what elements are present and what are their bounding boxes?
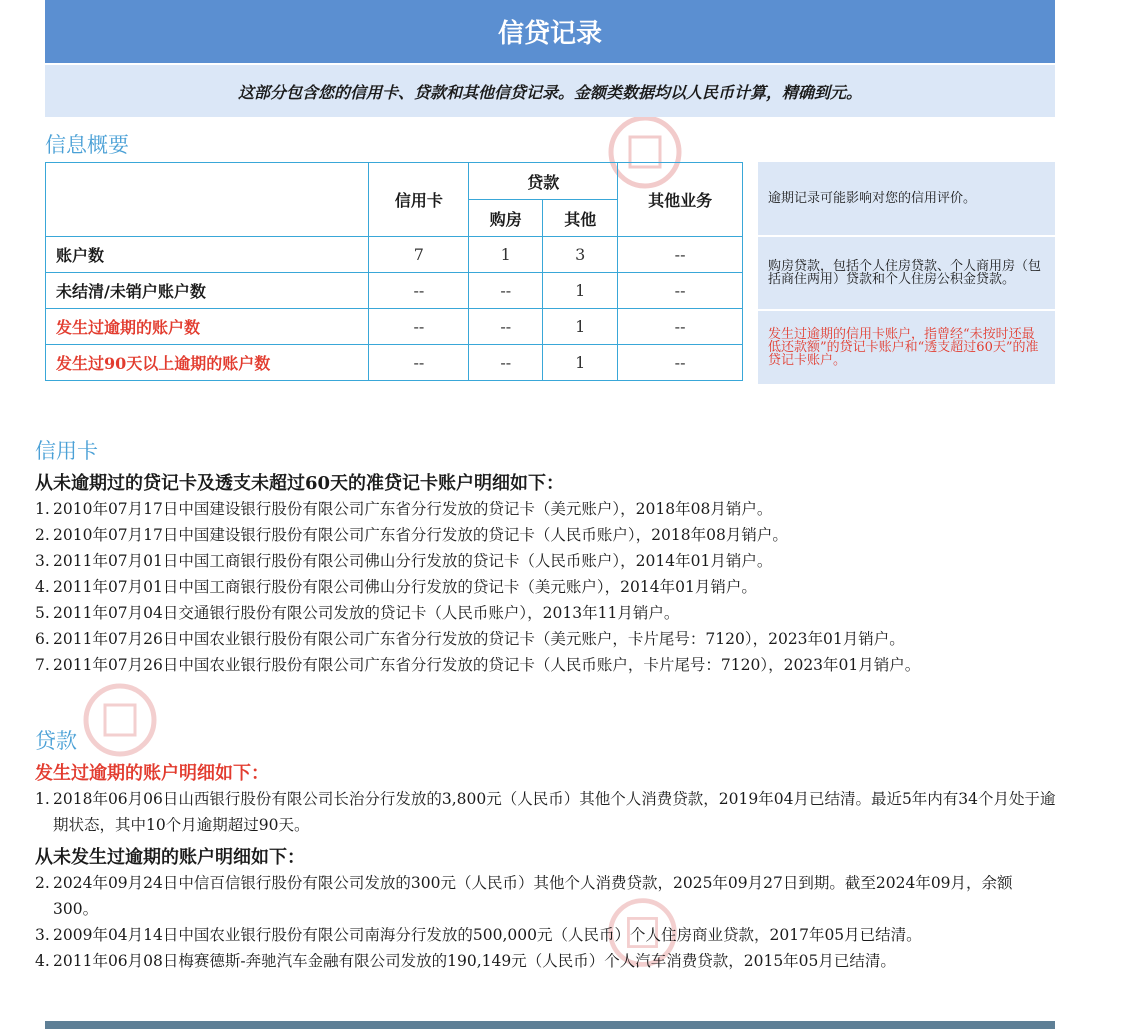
- cell-housing: --: [469, 273, 543, 309]
- page-title: 信贷记录: [45, 0, 1055, 63]
- table-row: [46, 237, 743, 273]
- note-text: 逾期记录可能影响对您的信用评价。: [768, 191, 977, 206]
- note-credit-card-overdue: [758, 311, 1055, 384]
- cell-credit-card: --: [369, 273, 469, 309]
- note-text: 购房贷款，包括个人住房贷款、个人商用房（包括商住两用）贷款和个人住房公积金贷款。: [768, 259, 1042, 287]
- list-item: 2. 2010年07月17日中国建设银行股份有限公司广东省分行发放的贷记卡（人民币账户），2018年08月销户。: [35, 526, 788, 544]
- cell-other-business: --: [618, 309, 743, 345]
- row-label: 发生过逾期的账户数: [46, 309, 369, 345]
- credit-card-heading: 从未逾期过的贷记卡及透支未超过60天的准贷记卡账户明细如下：: [35, 473, 565, 494]
- list-item: 1. 2010年07月17日中国建设银行股份有限公司广东省分行发放的贷记卡（美元账户），2018年08月销户。: [35, 500, 773, 518]
- col-header-other: 其他: [543, 200, 618, 237]
- overview-table: [45, 162, 743, 381]
- loan-normal-heading: 从未发生过逾期的账户明细如下：: [35, 847, 305, 868]
- list-item: 4. 2011年06月08日梅赛德斯-奔驰汽车金融有限公司发放的190,149元（人民币）个人汽车消费贷款，2015年05月已结清。: [35, 952, 896, 970]
- cell-credit-card: 7: [369, 237, 469, 273]
- list-item: 6. 2011年07月26日中国农业银行股份有限公司广东省分行发放的贷记卡（美元账户，卡片尾号：7120），2023年01月销户。: [35, 630, 905, 648]
- cell-other: 1: [543, 345, 618, 381]
- loan-overdue-heading: 发生过逾期的账户明细如下：: [35, 763, 269, 784]
- cell-housing: --: [469, 309, 543, 345]
- cell-other-business: --: [618, 345, 743, 381]
- list-item: 3. 2009年04月14日中国农业银行股份有限公司南海分行发放的500,000元（人民币）个人住房商业贷款，2017年05月已结清。: [35, 926, 922, 944]
- table-row: [46, 273, 743, 309]
- overview-title: 信息概要: [45, 133, 129, 157]
- note-overdue: [758, 162, 1055, 235]
- list-item: 3. 2011年07月01日中国工商银行股份有限公司佛山分行发放的贷记卡（人民币账户），2014年01月销户。: [35, 552, 773, 570]
- bottom-divider: [45, 1021, 1055, 1029]
- row-label: 发生过90天以上逾期的账户数: [46, 345, 369, 381]
- credit-card-title: 信用卡: [35, 439, 98, 463]
- page-subtitle: 这部分包含您的信用卡、贷款和其他信贷记录。金额类数据均以人民币计算，精确到元。: [45, 65, 1055, 117]
- row-label: 账户数: [46, 237, 369, 273]
- table-row: [46, 309, 743, 345]
- list-item: 4. 2011年07月01日中国工商银行股份有限公司佛山分行发放的贷记卡（美元账户），2014年01月销户。: [35, 578, 757, 596]
- list-item: 5. 2011年07月04日交通银行股份有限公司发放的贷记卡（人民币账户），2013年11月销户。: [35, 604, 680, 622]
- cell-housing: --: [469, 345, 543, 381]
- row-label: 未结清/未销户账户数: [46, 273, 369, 309]
- seal-watermark: [80, 680, 160, 760]
- cell-other-business: --: [618, 273, 743, 309]
- note-housing: [758, 237, 1055, 309]
- note-text: 发生过逾期的信用卡账户，指曾经“未按时还最低还款额”的贷记卡账户和“透支超过60天”的准贷记卡账户。: [768, 327, 1039, 368]
- col-header-loan: 贷款: [469, 163, 618, 200]
- cell-housing: 1: [469, 237, 543, 273]
- cell-other-business: --: [618, 237, 743, 273]
- overview-notes: [758, 162, 1055, 386]
- cell-other: 3: [543, 237, 618, 273]
- col-header-credit-card: 信用卡: [369, 163, 469, 237]
- list-item: 2. 2024年09月24日中信百信银行股份有限公司发放的300元（人民币）其他个人消费贷款，2025年09月27日到期。截至2024年09月，余额300。: [35, 874, 1013, 918]
- credit-card-list: [35, 496, 1063, 678]
- cell-credit-card: --: [369, 309, 469, 345]
- corner-cell: [46, 163, 369, 237]
- cell-credit-card: --: [369, 345, 469, 381]
- col-header-housing: 购房: [469, 200, 543, 237]
- loan-overdue-list: [35, 786, 1063, 838]
- list-item: 1. 2018年06月06日山西银行股份有限公司长治分行发放的3,800元（人民币）其他个人消费贷款，2019年04月已结清。最近5年内有34个月处于逾期状态，其中10个月逾期超过90天。: [35, 790, 1056, 834]
- col-header-other-business: 其他业务: [618, 163, 743, 237]
- loan-normal-list: [35, 870, 1063, 974]
- list-item: 7. 2011年07月26日中国农业银行股份有限公司广东省分行发放的贷记卡（人民币账户，卡片尾号：7120），2023年01月销户。: [35, 656, 921, 674]
- table-row: [46, 345, 743, 381]
- cell-other: 1: [543, 273, 618, 309]
- loan-title: 贷款: [35, 729, 77, 753]
- cell-other: 1: [543, 309, 618, 345]
